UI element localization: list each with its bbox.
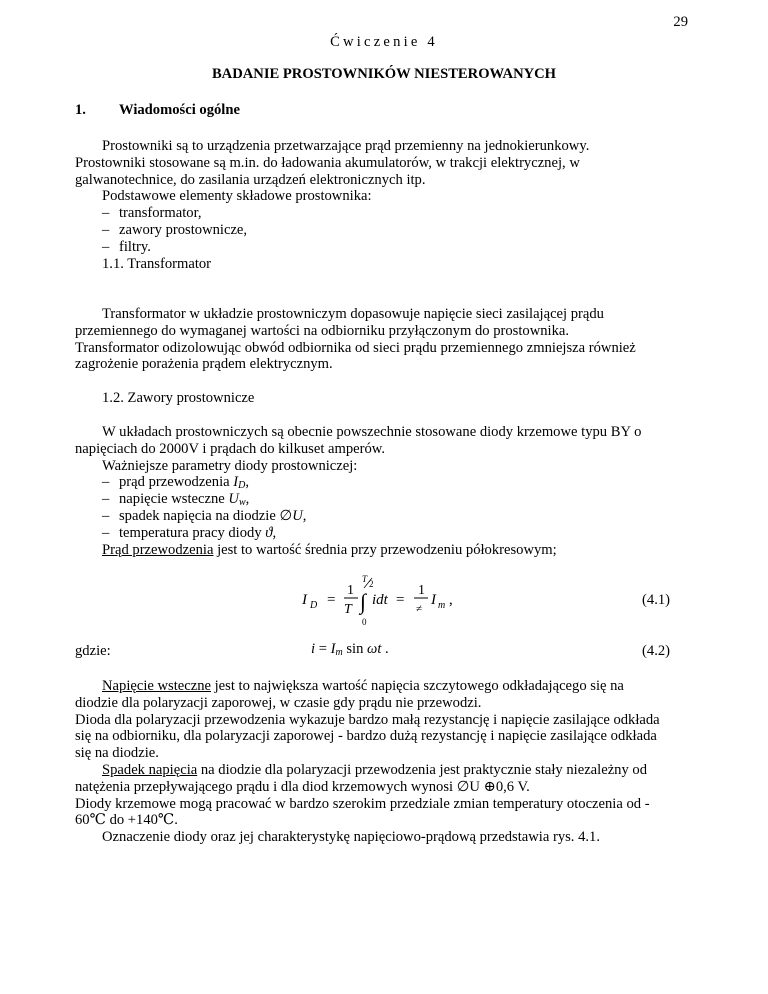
- subsection-heading: 1.2. Zawory prostownicze: [102, 390, 255, 406]
- text-line: Diody krzemowe mogą pracować w bardzo szerokim przedziale zmian temperatury otoczenia od -: [75, 795, 650, 812]
- svg-text:≠: ≠: [416, 603, 423, 615]
- svg-text:∫: ∫: [360, 589, 367, 614]
- list-item: – zawory prostownicze,: [102, 221, 248, 238]
- text-line: Podstawowe elementy składowe prostownika:: [102, 188, 372, 205]
- text-line: diodzie dla polaryzacji zaporowej, w czasie gdy prądu nie przewodzi.: [75, 694, 482, 711]
- text-line: Ważniejsze parametry diody prostowniczej:: [102, 457, 358, 474]
- svg-text:D: D: [310, 600, 318, 611]
- text-line: W układach prostowniczych są obecnie powszechnie stosowane diody krzemowe typu BY o: [102, 424, 642, 440]
- subsection-valves: [75, 390, 715, 407]
- text-line: zagrożenie porażenia prądem elektrycznym.: [75, 356, 333, 373]
- page-number: 29: [673, 14, 688, 30]
- text-line: się na diodzie.: [75, 745, 159, 762]
- definition-term: Spadek napięcia: [102, 762, 198, 778]
- text-line: Spadek napięcia na diodzie dla polaryzacji przewodzenia jest praktycznie stały niezależny od: [102, 762, 648, 778]
- text-line: Oznaczenie diody oraz jej charakterystykę napięciowo-prądową przedstawia rys. 4.1.: [102, 829, 600, 846]
- list-item: – prąd przewodzenia $I_D$,: [102, 474, 250, 492]
- where-label: gdzie:: [75, 643, 111, 659]
- text-line: Transformator odizolowując obwód odbiornika od sieci prądu przemiennego zmniejsza również: [75, 339, 636, 356]
- svg-text:=: =: [327, 592, 336, 608]
- transformer-paragraph: [75, 306, 715, 373]
- definition-term: Prąd przewodzenia: [102, 541, 214, 558]
- list-item: – spadek napięcia na diodzie ∅U,: [102, 507, 307, 524]
- text-line: Napięcie wsteczne jest to największa wartość napięcia szczytowego odkładającego się na: [102, 678, 624, 694]
- svg-text:m: m: [438, 600, 446, 611]
- svg-text:I: I: [302, 592, 307, 608]
- text-line: Dioda dla polaryzacji przewodzenia wykazuje bardzo małą rezystancję i napięcie zasilające odkłada: [75, 711, 660, 728]
- formula-4-2: $i = I_m$ sin ωt .: [311, 641, 389, 658]
- definition-line: Prąd przewodzenia jest to wartość średnia przy przewodzeniu półokresowym;: [102, 541, 557, 558]
- svg-text:I: I: [431, 592, 436, 608]
- section-heading: [75, 102, 240, 119]
- document-title: BADANIE PROSTOWNIKÓW NIESTEROWANYCH: [211, 66, 557, 82]
- svg-text:2: 2: [369, 579, 374, 589]
- list-item: – filtry.: [102, 238, 151, 255]
- formula-4-1: [300, 568, 500, 640]
- list-item: – napięcie wsteczne $U_w$,: [102, 491, 250, 509]
- reverse-voltage-paragraph: [75, 678, 715, 762]
- chapter-heading: Ćwiczenie 4: [330, 34, 438, 50]
- definition-term: Napięcie wsteczne: [102, 678, 211, 694]
- valves-paragraph: [75, 424, 715, 558]
- text-line: natężenia przepływającego prądu i dla diod krzemowych wynosi ∅U ⊕0,6 V.: [75, 778, 530, 795]
- svg-text:T: T: [344, 602, 352, 617]
- text-line: Prostowniki stosowane są m.in. do ładowania akumulatorów, w trakcji elektrycznej, w: [75, 154, 580, 171]
- list-item: – temperatura pracy diody ϑ,: [102, 524, 277, 541]
- subsection-transformer: [75, 256, 715, 273]
- section-number: 1.: [75, 102, 86, 118]
- integral-formula: [300, 568, 500, 640]
- svg-text:1: 1: [418, 583, 425, 598]
- text-line: Prostowniki są to urządzenia przetwarzające prąd przemienny na jednokierunkowy.: [102, 138, 590, 154]
- equation-number: (4.2): [642, 643, 670, 659]
- voltage-drop-paragraph: [75, 762, 715, 846]
- list-item: – transformator,: [102, 205, 202, 222]
- svg-text:1: 1: [347, 583, 354, 598]
- svg-text:0: 0: [362, 617, 367, 627]
- svg-text:,: ,: [449, 592, 453, 608]
- text-line: 60℃ do +140℃.: [75, 812, 178, 829]
- text-line: Transformator w układzie prostowniczym dopasowuje napięcie sieci zasilającej prądu: [102, 306, 604, 322]
- subsection-heading: 1.1. Transformator: [102, 256, 212, 272]
- text-line: napięciach do 2000V i prądach do kilkuset amperów.: [75, 440, 386, 457]
- section-title: Wiadomości ogólne: [119, 102, 240, 118]
- text-line: się na odbiorniku, dla polaryzacji zaporowej - bardzo dużą rezystancję i napięcie zasilające odkłada: [75, 728, 657, 745]
- text-line: galwanotechnice, do zasilania urządzeń elektronicznych itp.: [75, 171, 426, 188]
- svg-text:T: T: [362, 574, 368, 584]
- text-line: przemiennego do wymaganej wartości na odbiorniku przyłączonym do prostownika.: [75, 322, 570, 339]
- equation-number: (4.1): [642, 592, 670, 608]
- svg-text:=: =: [396, 592, 405, 608]
- svg-text:idt: idt: [372, 592, 388, 608]
- intro-paragraph: [75, 138, 715, 256]
